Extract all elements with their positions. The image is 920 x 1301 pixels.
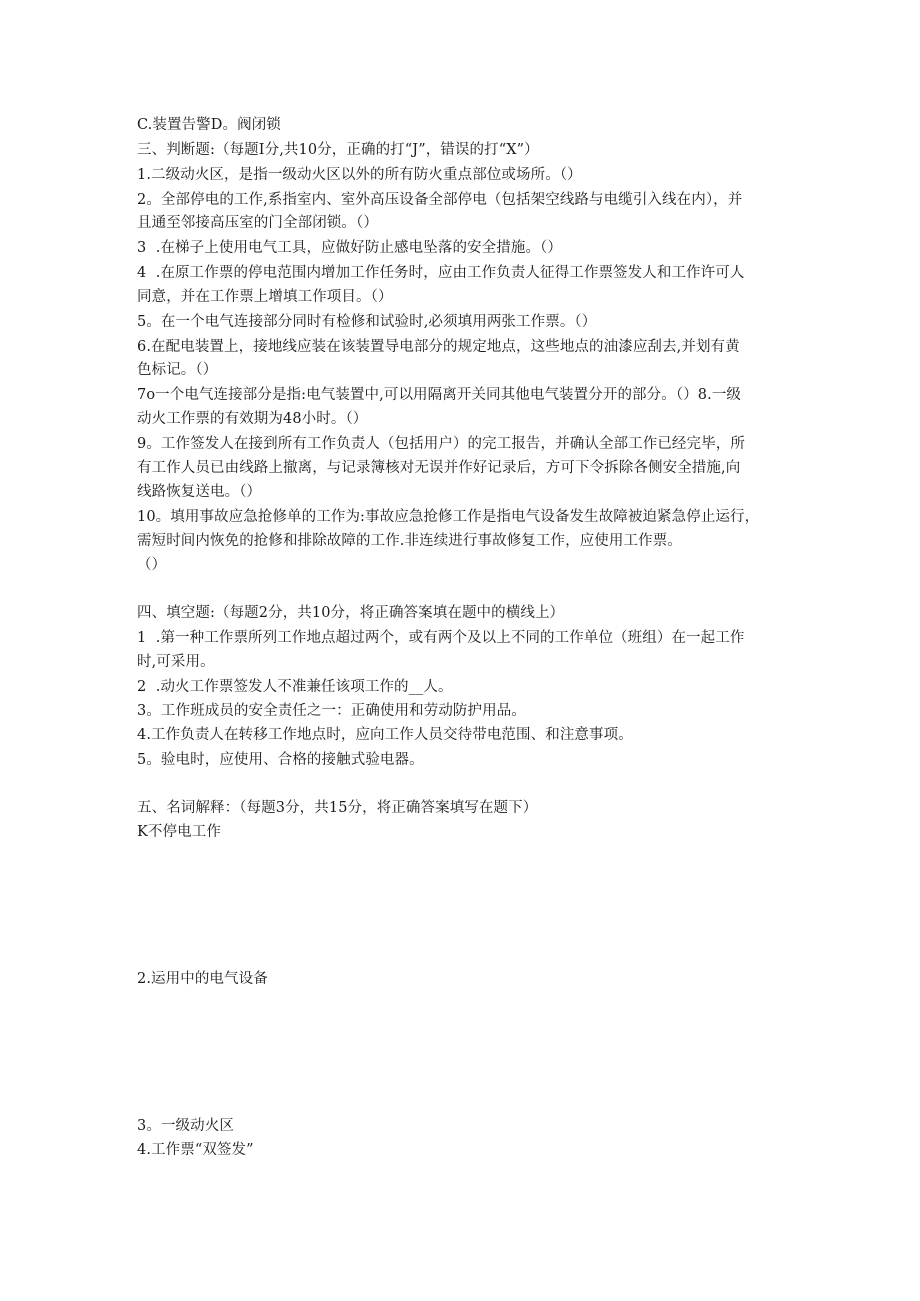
judge-section-title: 三、判断题:（每题I分,共10分，正确的打“J”，错误的打“X”）	[137, 142, 539, 158]
judge-line: 需短时间内恢免的抢修和排除故障的工作.非连续进行事故修复工作，应使用工作票。	[137, 533, 682, 549]
fill-line: 3。工作班成员的安全责任之一：正确使用和劳动防护用品。	[137, 703, 526, 719]
fill-section-title: 四、填空题:（每题2分，共10分，将正确答案填在题中的横线上）	[137, 605, 565, 621]
judge-line: （）	[137, 557, 167, 573]
judge-line: 有工作人员已由线路上撤离，与记录簿核对无误并作好记录后，方可下令拆除各侧安全措施,向	[137, 460, 741, 476]
term-item: K不停电工作	[137, 824, 221, 840]
judge-line: 5。在一个电气连接部分同时有检修和试验时,必须填用两张工作票。（）	[137, 314, 597, 330]
fill-line: 时,可采用。	[137, 654, 215, 670]
judge-line: 9。工作签发人在接到所有工作负责人（包括用户）的完工报告，并确认全部工作已经完毕，所	[137, 436, 745, 452]
judge-line: 7o一个电气连接部分是指:电气装置中,可以用隔离开关同其他电气装置分开的部分。（）8.一级	[137, 387, 742, 403]
judge-line: 2。全部停电的工作,系指室内、室外高压设备全部停电（包括架空线路与电缆引入线在内），并	[137, 192, 743, 208]
judge-line: 且通至邻接高压室的门全部闭锁。（）	[137, 215, 378, 231]
fill-line: 5。验电时，应使用、合格的接触式验电器。	[137, 752, 424, 768]
option-line: C.装置告警D。阀闭锁	[137, 117, 281, 133]
judge-line: 6.在配电装置上，接地线应装在该装置导电部分的规定地点，这些地点的油漆应刮去,并划有黄	[137, 339, 740, 355]
judge-line: 3 .在梯子上使用电气工具，应做好防止感电坠落的安全措施。（）	[137, 240, 562, 256]
judge-line: 线路恢复送电。（）	[137, 484, 262, 500]
term-item: 4.工作票“双签发”	[137, 1142, 254, 1158]
judge-line: 动火工作票的有效期为48小时。（）	[137, 411, 368, 427]
term-item: 3。一级动火区	[137, 1118, 234, 1134]
term-item: 2.运用中的电气设备	[137, 971, 268, 987]
judge-line: 4 .在原工作票的停电范围内增加工作任务时，应由工作负责人征得工作票签发人和工作许可人	[137, 265, 745, 281]
terms-section-title: 五、名词解释：（每题3分，共15分，将正确答案填写在题下）	[137, 800, 538, 816]
judge-line: 同意，并在工作票上增填工作项目。（）	[137, 289, 393, 305]
fill-line: 2 .动火工作票签发人不准兼任该项工作的__人。	[137, 679, 453, 695]
judge-line: 色标记。（）	[137, 362, 218, 378]
judge-line: 10。填用事故应急抢修单的工作为:事故应急抢修工作是指电气设备发生故障被迫紧急停止运行，	[137, 509, 760, 525]
judge-line: 1.二级动火区，是指一级动火区以外的所有防火重点部位或场所。（）	[137, 167, 582, 183]
fill-line: 4.工作负责人在转移工作地点时，应向工作人员交待带电范围、和注意事项。	[137, 727, 633, 743]
fill-line: 1 .第一种工作票所列工作地点超过两个，或有两个及以上不同的工作单位（班组）在一起工作	[137, 630, 745, 646]
